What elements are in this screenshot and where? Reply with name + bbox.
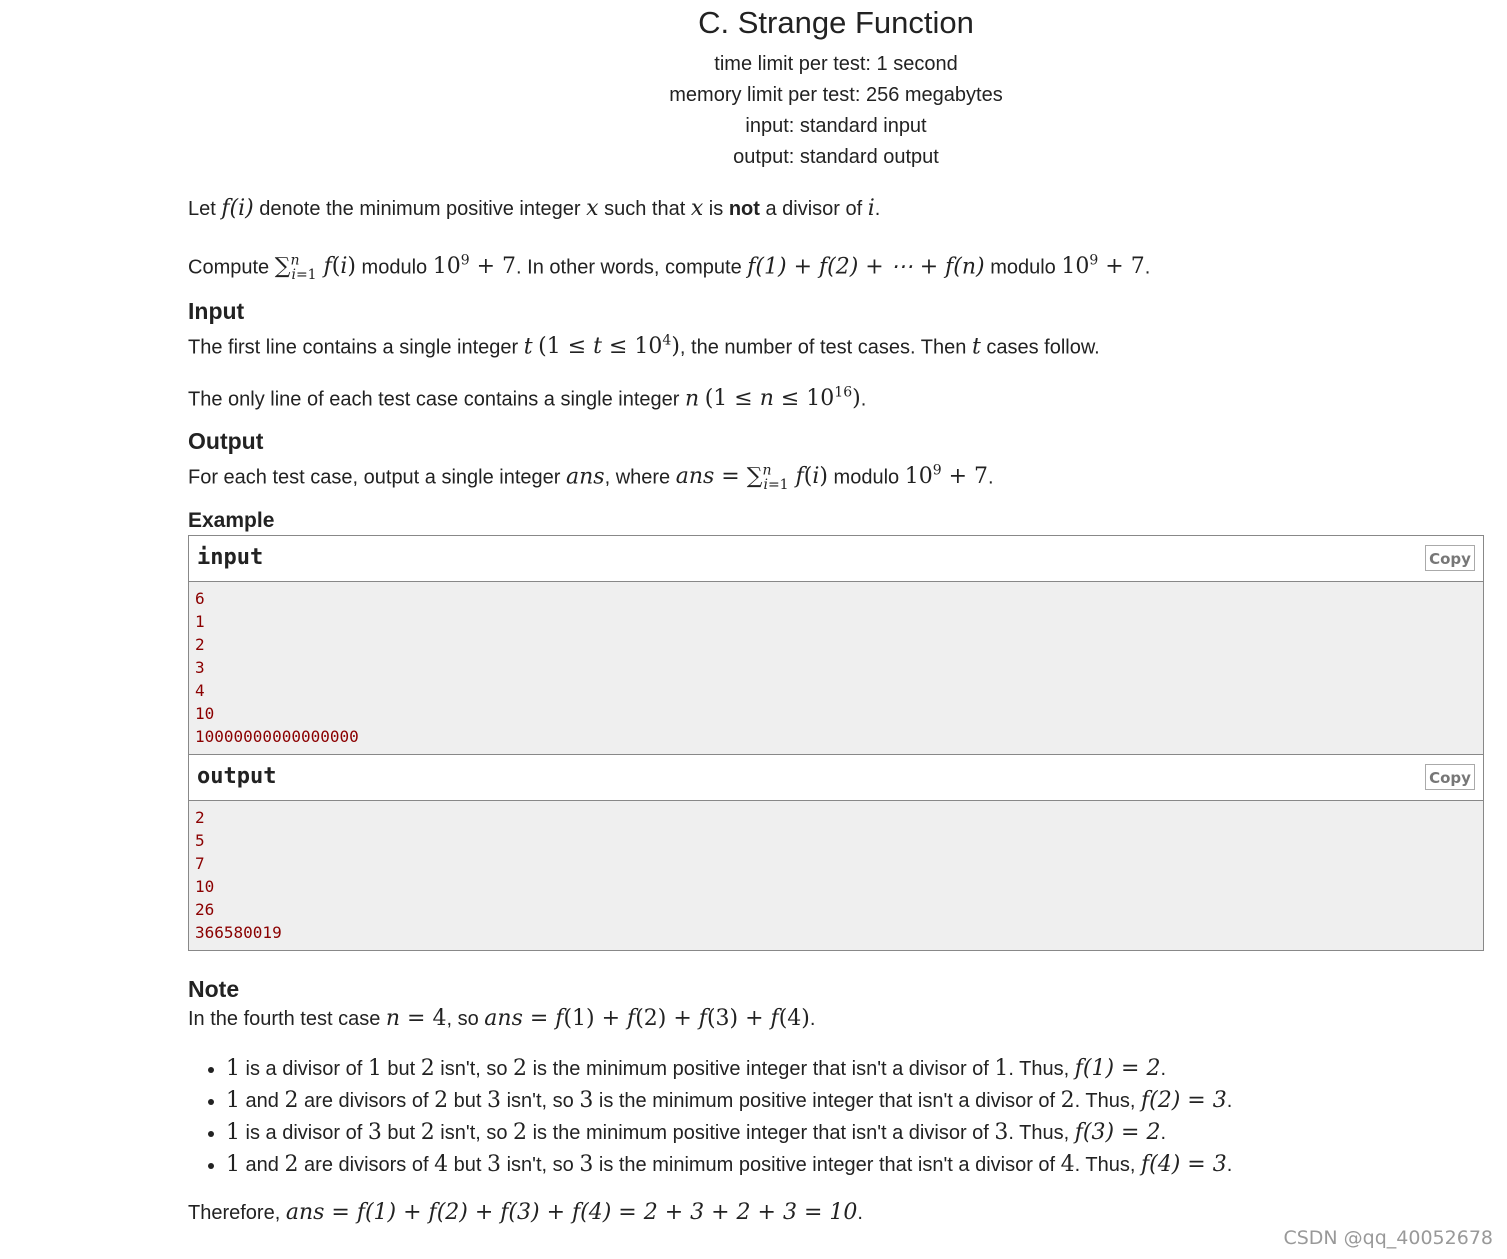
problem-title: C. Strange Function bbox=[698, 5, 974, 40]
input-section-title: Input bbox=[188, 298, 245, 324]
watermark: CSDN @qq_40052678 bbox=[1283, 1227, 1493, 1249]
example-input-box bbox=[188, 535, 1484, 755]
time-limit: time limit per test: 1 second bbox=[714, 53, 958, 75]
example-output-box bbox=[188, 755, 1484, 951]
example-output-content bbox=[189, 801, 1483, 950]
note-conclusion: Therefore, ans = f(1) + f(2) + f(3) + f(4) = 2 + 3 + 2 + 3 = 10. bbox=[188, 1200, 863, 1225]
note-paragraph-1: In the fourth test case n = 4, so ans = f(1) + f(2) + f(3) + f(4). bbox=[188, 1006, 816, 1031]
input-line: 6 bbox=[195, 589, 205, 608]
output-line: 2 bbox=[195, 808, 205, 827]
list-item: • 1 is a divisor of 3 but 2 isn't, so 2 is the minimum positive integer that isn't a divisor of 3. Thus, f(3) = 2. bbox=[226, 1117, 1484, 1149]
statement-paragraph-1: Let f(i) denote the minimum positive integer x such that x is not a divisor of i. bbox=[188, 196, 881, 221]
input-paragraph-1: The first line contains a single integer t $(1 \le t \le 10^4)$, the number of test cases. Then t cases follow. bbox=[188, 333, 1100, 360]
input-line: 3 bbox=[195, 658, 205, 677]
copy-output-button[interactable]: Copy bbox=[1425, 764, 1475, 790]
list-item: • 1 and 2 are divisors of 2 but 3 isn't, so 3 is the minimum positive integer that isn't a divisor of 2. Thus, f(2) = 3. bbox=[226, 1085, 1484, 1117]
input-line: 1 bbox=[195, 612, 205, 631]
example-title: Example bbox=[188, 509, 275, 532]
output-line: 10 bbox=[195, 877, 215, 896]
problem-header bbox=[188, 0, 1484, 173]
modulus: $10^9 + 7$ bbox=[432, 253, 517, 280]
memory-limit: memory limit per test: 256 megabytes bbox=[669, 84, 1003, 106]
example-output-header bbox=[189, 755, 1483, 801]
example-output-label: output bbox=[197, 764, 277, 789]
output-line: 5 bbox=[195, 831, 205, 850]
output-line: 26 bbox=[195, 900, 215, 919]
output-paragraph: For each test case, output a single integer ans, where ans = ∑$^n_{i=1}$ f(i) modulo $10^9 + 7$. bbox=[188, 463, 994, 493]
output-section-title: Output bbox=[188, 428, 264, 454]
n-constraint: $(1 \le n \le 10^{16})$ bbox=[704, 385, 861, 412]
list-item: • 1 and 2 are divisors of 4 but 3 isn't, so 3 is the minimum positive integer that isn't a divisor of 4. Thus, f(4) = 3. bbox=[226, 1149, 1484, 1181]
example-input-content bbox=[189, 582, 1483, 754]
output-line: 366580019 bbox=[195, 923, 282, 942]
problem-statement bbox=[188, 0, 1484, 1229]
copy-input-button[interactable]: Copy bbox=[1425, 545, 1475, 571]
input-line: 4 bbox=[195, 681, 205, 700]
output-line: 7 bbox=[195, 854, 205, 873]
input-line: 10 bbox=[195, 704, 215, 723]
input-paragraph-2: The only line of each test case contains a single integer n $(1 \le n \le 10^{16})$. bbox=[188, 385, 867, 412]
example-input-header bbox=[189, 536, 1483, 582]
ans-sum-expression: ans = ∑$^n_{i=1}$ f(i) bbox=[675, 463, 828, 493]
t-constraint: $(1 \le t \le 10^4)$ bbox=[538, 333, 680, 360]
input-line: 10000000000000000 bbox=[195, 727, 359, 746]
input-file: input: standard input bbox=[745, 115, 927, 137]
sum-expression: ∑$^n_{i=1}$ f(i) bbox=[274, 253, 356, 283]
note-list bbox=[188, 1053, 1484, 1181]
input-line: 2 bbox=[195, 635, 205, 654]
note-section-title: Note bbox=[188, 976, 240, 1002]
output-file: output: standard output bbox=[733, 146, 939, 168]
statement-paragraph-2: Compute ∑$^n_{i=1}$ f(i) modulo $10^9 + 7$. In other words, compute f(1) + f(2) + ⋯ + f(n) modulo $10^9 + 7$. bbox=[188, 253, 1151, 283]
example-input-label: input bbox=[197, 545, 264, 570]
list-item: • 1 is a divisor of 1 but 2 isn't, so 2 is the minimum positive integer that isn't a divisor of 1. Thus, f(1) = 2. bbox=[226, 1053, 1484, 1085]
